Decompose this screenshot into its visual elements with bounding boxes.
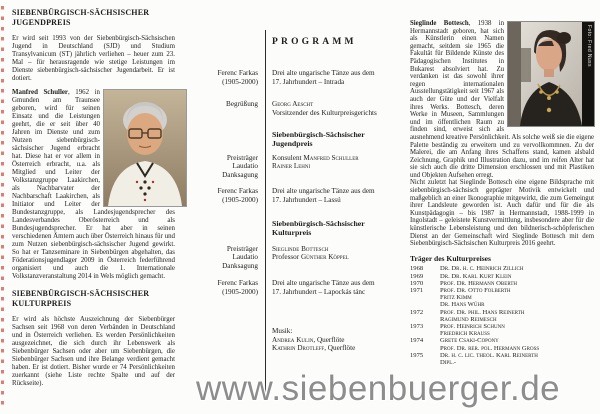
traeger-list bbox=[410, 265, 594, 366]
program-row-lapockas bbox=[198, 279, 396, 296]
program-label: Preisträger bbox=[226, 154, 258, 163]
composer-dates: (1905-2000) bbox=[222, 77, 258, 86]
traeger-year: 1970 bbox=[410, 279, 424, 287]
traeger-year bbox=[410, 316, 440, 323]
composer-dates: (1905-2000) bbox=[222, 195, 258, 204]
traeger-name: Dipl.- bbox=[440, 359, 457, 367]
laudator-name: Rainer Lehni bbox=[272, 162, 311, 171]
traeger-name: Prof. Dr. phil. Hans Reinerth bbox=[440, 308, 525, 316]
laudator-line: Professor Günther Köppel bbox=[272, 253, 349, 262]
program-row-begruessung bbox=[198, 100, 396, 117]
program-row-musik bbox=[198, 327, 396, 352]
program-label: Danksagung bbox=[222, 170, 258, 179]
traeger-year bbox=[410, 345, 440, 352]
sieglinde-bottesch-photo bbox=[508, 22, 594, 126]
piece-line: 17. Jahrhundert – Intrada bbox=[272, 77, 345, 86]
preistraeger-line: Konsulent Manfred Schuller bbox=[272, 154, 359, 163]
traeger-year bbox=[410, 359, 440, 366]
piece-line: 17. Jahrhundert – Lassú bbox=[272, 195, 341, 204]
traeger-year bbox=[410, 294, 440, 301]
program-title: PROGRAMM bbox=[272, 37, 357, 47]
photo-credit-strip bbox=[582, 22, 594, 126]
composer-name: Ferenc Farkas bbox=[217, 69, 258, 78]
bottesch-bio1 bbox=[410, 20, 594, 179]
traeger-name: Prof. Dr. rer. pol. Hermann Gross bbox=[440, 344, 540, 352]
jugendpreis-title: SIEBENBÜRGISCH-SÄCHSISCHER JUGENDPREIS bbox=[12, 8, 150, 27]
kulturpreis-heading: Siebenbürgisch-Sächsischer Kulturpreis bbox=[272, 219, 365, 238]
traeger-name: Prof. Heinrich Schunn bbox=[440, 323, 505, 331]
schuller-bio-text: , 1962 in Gmunden am Traunsee geboren, wird für seinen Einsatz und die Leistungen geehrt, die er seit über 40 Jahren im Dienste und zum Nutzen siebenbürgisch-sächsischer Jugend erbracht hat. Diese hat er vor allem in Österreich erbracht, u.a. als Mitglied und Leiter der Volkstanzgruppe Laakirchen, als Nachbarvater der Nachbarschaft Laakirchen, als Initiator und Leiter der Bundestanzgruppe, als Landesjugendsprecher des Landesverbandes Oberösterreich und als Bundesjugendsprecher. Er hat aber in seinen verschiedenen Ämtern auch über Österreich hinaus für und zum Nutzen siebenbürgisch-sächsischer Jugend gewirkt. So hat er Tanzseminare in Siebenbürgen abgehalten, das Föderationsjugendlager 2009 in Österreich federführend organisiert und auch die 1. Internationale Volkstanzveranstaltung 2014 in Wels möglich gemacht. bbox=[12, 89, 175, 280]
program-title-row bbox=[198, 30, 396, 46]
traeger-year bbox=[410, 330, 440, 337]
traeger-name: Grete Csaki-Copony bbox=[440, 337, 499, 345]
traeger-name: Dr. Dr. h. c. Heinrich Zillich bbox=[440, 265, 524, 273]
traeger-name: Ragimund Reimesch bbox=[440, 315, 497, 323]
composer-dates: (1905-2000) bbox=[222, 287, 258, 296]
kulturpreis-title: SIEBENBÜRGISCH-SÄCHSISCHER KULTURPREIS bbox=[12, 289, 150, 308]
program-divider-line bbox=[265, 30, 266, 398]
traeger-year bbox=[410, 301, 440, 308]
speaker-role: Vorsitzender des Kulturpreisgerichts bbox=[272, 108, 377, 117]
program-label: Danksagung bbox=[222, 261, 258, 270]
program-column bbox=[198, 30, 396, 402]
traeger-title: Träger des Kulturpreises bbox=[410, 253, 491, 263]
preistraeger-name: Sieglinde Bottesch bbox=[272, 245, 329, 254]
bottesch-bio1-text: , 1938 in Hermannstadt geboren, hat sich als Künstlerin einen Namen gemacht, seitdem sie 1965 die Fakultät für Bildende Künste des Pädagogischen Institutes in Bukarest absolviert hat. Zu verdanken ist das sowohl ihrer regen internationalen Ausstellungstätigkeit seit 1967 als auch der Güte und der Vielfalt ihres Werks. Bottesch, deren Werke in Museen, Sammlungen und im öffentlichen Raum zu finden sind, erweist sich als ausnehmend kreative Persönlichkeit. Als solche weiß sie die eigene Palette beständig zu erweitern und zu vervollkommnen. Zu der Malerei, die am Anfang ihres Schaffens stand, kamen alsbald Zeichnung, Graphik und Illustration dazu, und im reifen Alter hat sie sich auch die dritte Dimension erschlossen und mit Plastiken und Objekten Aufsehen erregt. bbox=[410, 20, 594, 179]
traeger-year: 1973 bbox=[410, 323, 424, 331]
musik-performer: Kathrin Drotleff, Querflöte bbox=[272, 343, 356, 352]
program-label: Laudatio bbox=[232, 253, 258, 262]
website-watermark: www.siebenbuerger.de bbox=[196, 369, 561, 408]
traeger-year: 1972 bbox=[410, 308, 424, 316]
program-row-intrada bbox=[198, 69, 396, 86]
musik-performer: Andrea Kulin, Querflöte bbox=[272, 335, 345, 344]
program-row-kulturpreis bbox=[198, 245, 396, 270]
traeger-year: 1968 bbox=[410, 265, 424, 273]
traeger-name: Prof. Dr. Hermann Oberth bbox=[440, 279, 518, 287]
traeger-name: Prof. Dr. Otto Folberth bbox=[440, 287, 511, 295]
jugendpreis-intro: Er wird seit 1993 von der Siebenbürgisch-Sächsischen Jugend in Deutschland (SJD) und Studium Transylvanicum (ST) jährlich verliehen – heuer zum 23. Mal – für herausragende wie stetige Leistungen im Dienste siebenbürgisch-sächsischer Jugendarbeit. Er ist dotiert. bbox=[12, 35, 175, 82]
scan-edge-marks bbox=[1, 6, 4, 408]
traeger-year: 1974 bbox=[410, 337, 424, 345]
traeger-year: 1971 bbox=[410, 287, 424, 295]
manfred-schuller-photo bbox=[104, 90, 186, 206]
program-jugendpreis-heading-row bbox=[198, 130, 396, 148]
piece-line: Drei alte ungarische Tänze aus dem bbox=[272, 69, 375, 78]
traeger-year: 1969 bbox=[410, 272, 424, 280]
piece-line: 17. Jahrhundert – Lapockás tánc bbox=[272, 287, 366, 296]
composer-name: Ferenc Farkas bbox=[217, 187, 258, 196]
left-column bbox=[12, 8, 175, 394]
kulturpreis-intro: Er wird als höchste Auszeichnung der Siebenbürger Sachsen seit 1968 von deren Verbänden in Deutschland und in Österreich verliehen. Es werden Persönlichkeiten ausgezeichnet, die sich durch ihr Lebenswerk als Siebenbürger Sachsen oder aber um Siebenbürgen, die Siebenbürger Sachsen und ihre Belange verdient gemacht haben. Er ist dotiert. Bisher wurde er 74 Persönlichkeiten zuerkannt (siehe Liste rechte Spalte und auf der Rückseite). bbox=[12, 316, 175, 387]
traeger-year: 1975 bbox=[410, 351, 424, 359]
piece-line: Drei alte ungarische Tänze aus dem bbox=[272, 279, 375, 288]
composer-name: Ferenc Farkas bbox=[217, 279, 258, 288]
program-kulturpreis-heading-row bbox=[198, 219, 396, 237]
traeger-name: Dr. h. c. lic. theol. Karl Reinerth bbox=[440, 351, 538, 359]
schuller-bio bbox=[12, 89, 175, 281]
right-column bbox=[410, 20, 594, 366]
program-row-lassu bbox=[198, 187, 396, 204]
traeger-name: Dr. Hans Wühr bbox=[440, 301, 485, 309]
piece-line: Drei alte ungarische Tänze aus dem bbox=[272, 187, 375, 196]
photo-credit: Foto: Fred Nuss bbox=[585, 25, 592, 67]
program-row-jugendpreis bbox=[198, 154, 396, 179]
program-label: Laudatio bbox=[232, 162, 258, 171]
program-label: Begrüßung bbox=[226, 100, 258, 109]
bottesch-name: Sieglinde Bottesch bbox=[410, 20, 469, 27]
schuller-name: Manfred Schuller bbox=[12, 89, 68, 96]
traeger-name: Dr. Dr. Karl Kurt Klein bbox=[440, 272, 512, 280]
traeger-name: Friedrich Krauss bbox=[440, 330, 490, 338]
program-label: Preisträger bbox=[226, 245, 258, 254]
bottesch-bio2: Nicht zuletzt hat Sieglinde Bottesch eine eigene Bildsprache mit siebenbürgisch-sächsisch geprägter Motivik entwickelt und maßgeblich an einer Ikonographie mitgewirkt, die zum Gemeingut ihrer Landsleute geworden ist. Auch dafür und für die als Kunstpädagogin – bis 1987 in Hermannstadt, 1988-1999 in Ingolstadt – geleistete Kunstvermittlung, insbesondere aber für die künstlerische Lebensleistung und den bildnerisch-schöpferischen Dienst an der Gemeinschaft wird Sieglinde Bottesch mit dem Siebenbürgisch-Sächsischen Kulturpreis 2016 geehrt. bbox=[410, 179, 594, 248]
speaker-name: Georg Aescht bbox=[272, 100, 314, 109]
musik-label: Musik: bbox=[272, 327, 293, 336]
traeger-name: Fritz Kimm bbox=[440, 294, 472, 302]
jugendpreis-heading: Siebenbürgisch-Sächsischer Jugendpreis bbox=[272, 130, 365, 149]
